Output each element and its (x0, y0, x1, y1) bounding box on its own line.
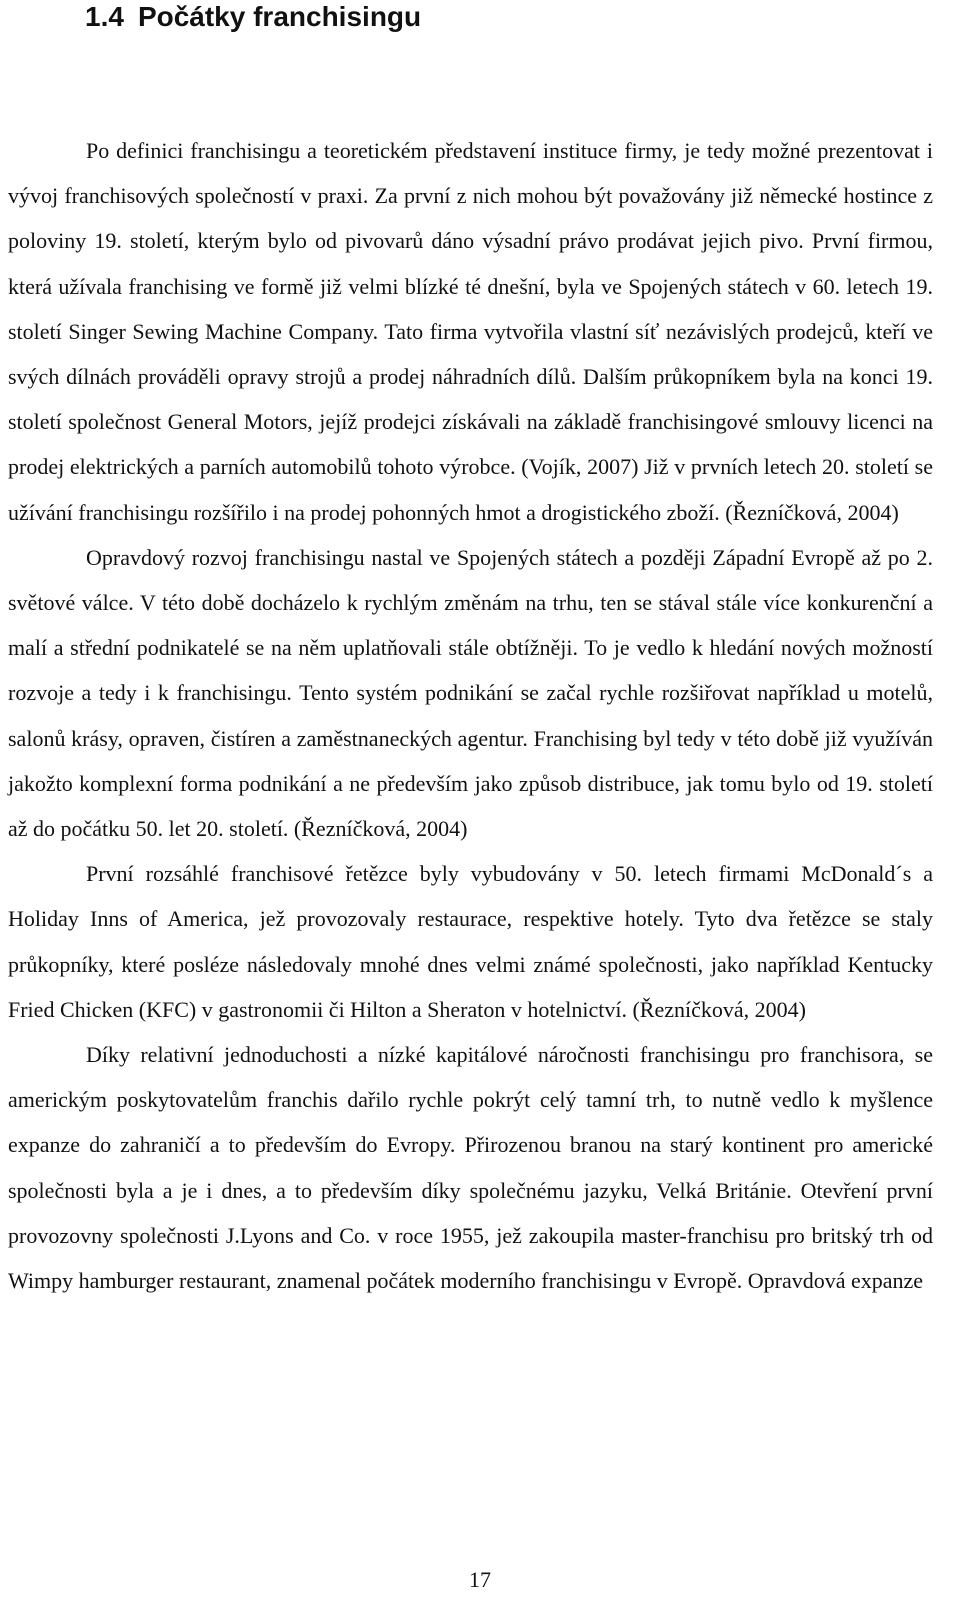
paragraph-4: Díky relativní jednoduchosti a nízké kapitálové náročnosti franchisingu pro franchisora, se americkým poskytovatelům franchis dařilo rychle pokrýt celý tamní trh, to nutně vedlo k myšlence expanze do zahraničí a to především do Evropy. Přirozenou branou na starý kontinent pro americké společnosti byla a je i dnes, a to především díky společnému jazyku, Velká Británie. Otevření první provozovny společnosti J.Lyons and Co. v roce 1955, jež zakoupila master-franchisu pro britský trh od Wimpy hamburger restaurant, znamenal počátek moderního franchisingu v Evropě. Opravdová expanze (8, 1042, 933, 1294)
section-title: Počátky franchisingu (137, 1, 422, 32)
paragraph-2: Opravdový rozvoj franchisingu nastal ve Spojených státech a později Západní Evropě až po 2. světové válce. V této době docházelo k rychlým změnám na trhu, ten se stával stále více konkurenční a malí a střední podnikatelé se na něm uplatňovali stále obtížněji. To je vedlo k hledání nových možností rozvoje a tedy i k franchisingu. Tento systém podnikání se začal rychle rozšiřovat například u motelů, salonů krásy, opraven, čistíren a zaměstnaneckých agentur. Franchising byl tedy v této době již využíván jakožto komplexní forma podnikání a ne především jako způsob distribuce, jak tomu bylo od 19. století až do počátku 50. let 20. století. (Řezníčková, 2004) (8, 544, 933, 842)
page-number: 17 (469, 1567, 491, 1592)
section-number: 1.4 (85, 1, 124, 32)
section-heading (85, 0, 421, 34)
body-text (8, 128, 933, 1303)
paragraph-3: První rozsáhlé franchisové řetězce byly vybudovány v 50. letech firmami McDonald´s a Holiday Inns of America, jež provozovaly restaurace, respektive hotely. Tyto dva řetězce se staly průkopníky, které posléze následovaly mnohé dnes velmi známé společnosti, jako například Kentucky Fried Chicken (KFC) v gastronomii či Hilton a Sheraton v hotelnictví. (Řezníčková, 2004) (8, 861, 933, 1022)
paragraph-1: Po definici franchisingu a teoretickém představení instituce firmy, je tedy možné prezentovat i vývoj franchisových společností v praxi. Za první z nich mohou být považovány již německé hostince z poloviny 19. století, kterým bylo od pivovarů dáno výsadní právo prodávat jejich pivo. První firmou, která užívala franchising ve formě již velmi blízké té dnešní, byla ve Spojených státech v 60. letech 19. století Singer Sewing Machine Company. Tato firma vytvořila vlastní síť nezávislých prodejců, kteří ve svých dílnách prováděli opravy strojů a prodej náhradních dílů. Dalším průkopníkem byla na konci 19. století společnost General Motors, jejíž prodejci získávali na základě franchisingové smlouvy licenci na prodej elektrických a parních automobilů tohoto výrobce. (Vojík, 2007) Již v prvních letech 20. století se užívání franchisingu rozšířilo i na prodej pohonných hmot a drogistického zboží. (Řezníčková, 2004) (8, 138, 933, 525)
